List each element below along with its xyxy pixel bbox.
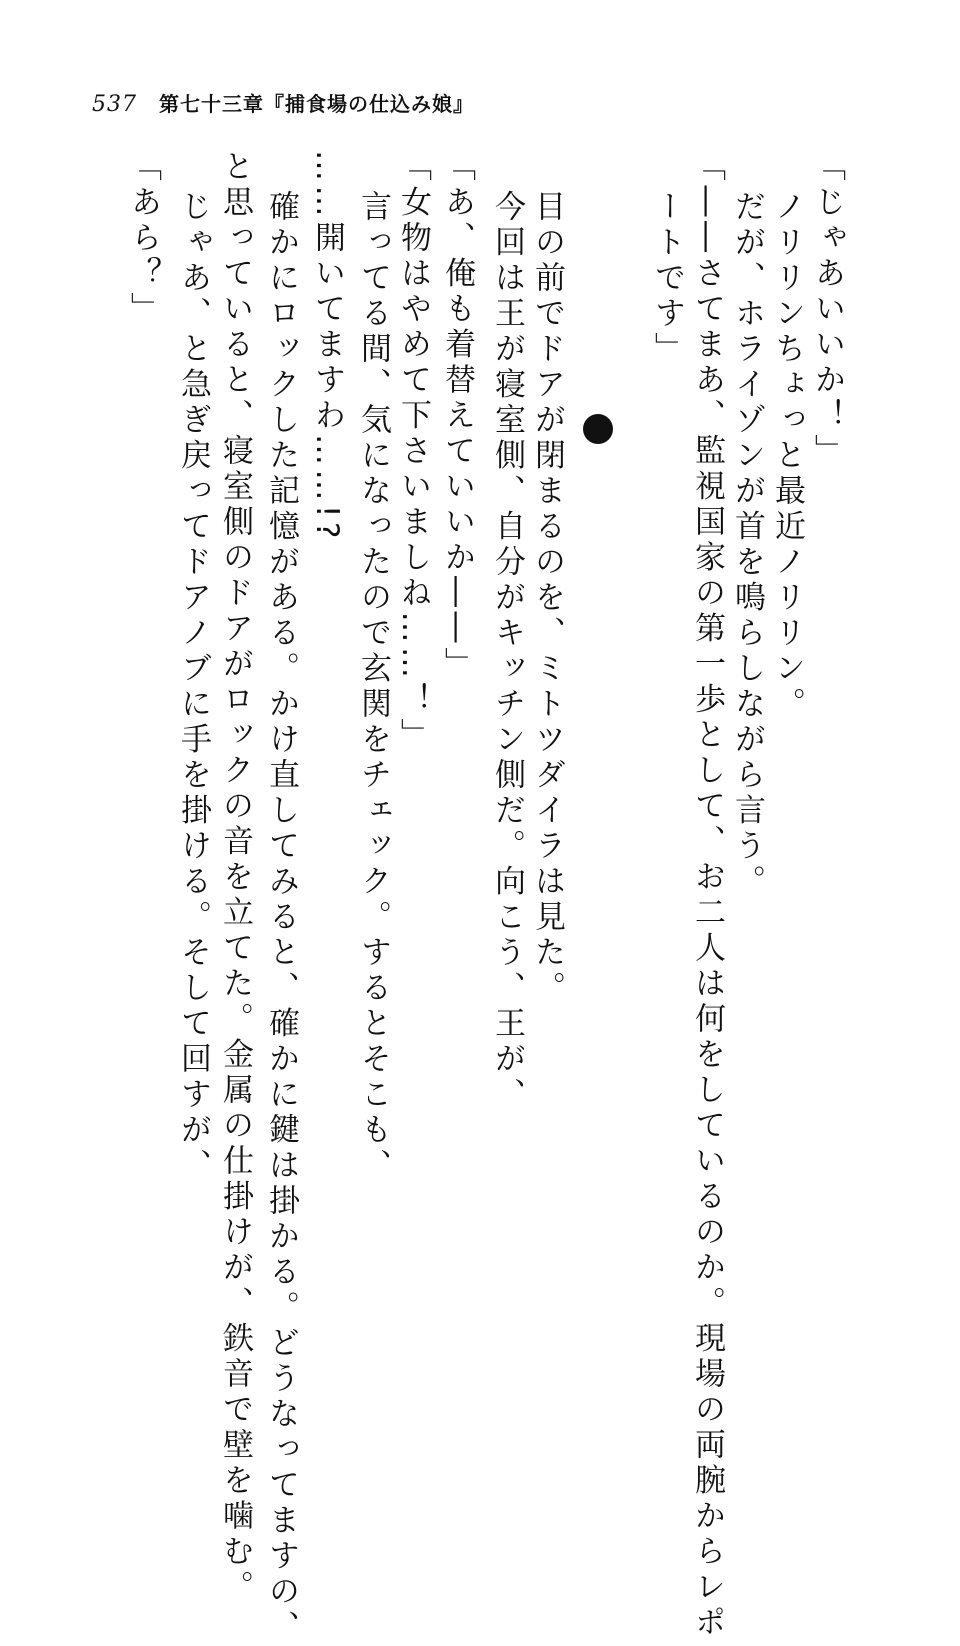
text-column: 「――さてまあ、監視国家の第一歩として、お二人は何をしているのか。現場の両腕からレポ: [689, 150, 725, 1641]
text-column: ートです」: [649, 190, 685, 368]
text-column: 目の前でドアが閉まるのを、ミトツダイラは見た。: [529, 190, 565, 1007]
page-header: [92, 88, 474, 117]
text-column: だが、ホライゾンが首を鳴らしながら言う。: [729, 190, 765, 900]
page-number: 537: [92, 92, 137, 117]
text-column: ノリリンちょっと最近ノリリン。: [769, 190, 805, 723]
chapter-title: 第七十三章『捕食場の仕込み娘』: [159, 92, 474, 116]
text-column: 「あら？」: [125, 150, 161, 328]
text-column: 「あ、俺も着替えていいか――」: [439, 150, 475, 683]
text-column: 「じゃあいいか！」: [809, 150, 845, 470]
text-column: 確かにロックした記憶がある。かけ直してみると、確かに鍵は掛かる。どうなってますの、: [263, 190, 299, 1646]
text-column: と思っていると、寝室側のドアがロックの音を立てた。金属の仕掛けが、鉄音で壁を噛む。: [217, 150, 253, 1606]
text-column: 「女物はやめて下さいましね……！」: [395, 150, 431, 754]
text-column: じゃあ、と急ぎ戻ってドアノブに手を掛ける。そして回すが、: [175, 190, 211, 1184]
section-break-bullet: [583, 414, 613, 444]
text-column: 言ってる間、気になったので玄関をチェック。するとそこも、: [355, 190, 391, 1184]
text-column: 今回は王が寝室側、自分がキッチン側だ。向こう、王が、: [489, 190, 525, 1113]
text-column: ……開いてますわ……!?: [309, 150, 345, 543]
